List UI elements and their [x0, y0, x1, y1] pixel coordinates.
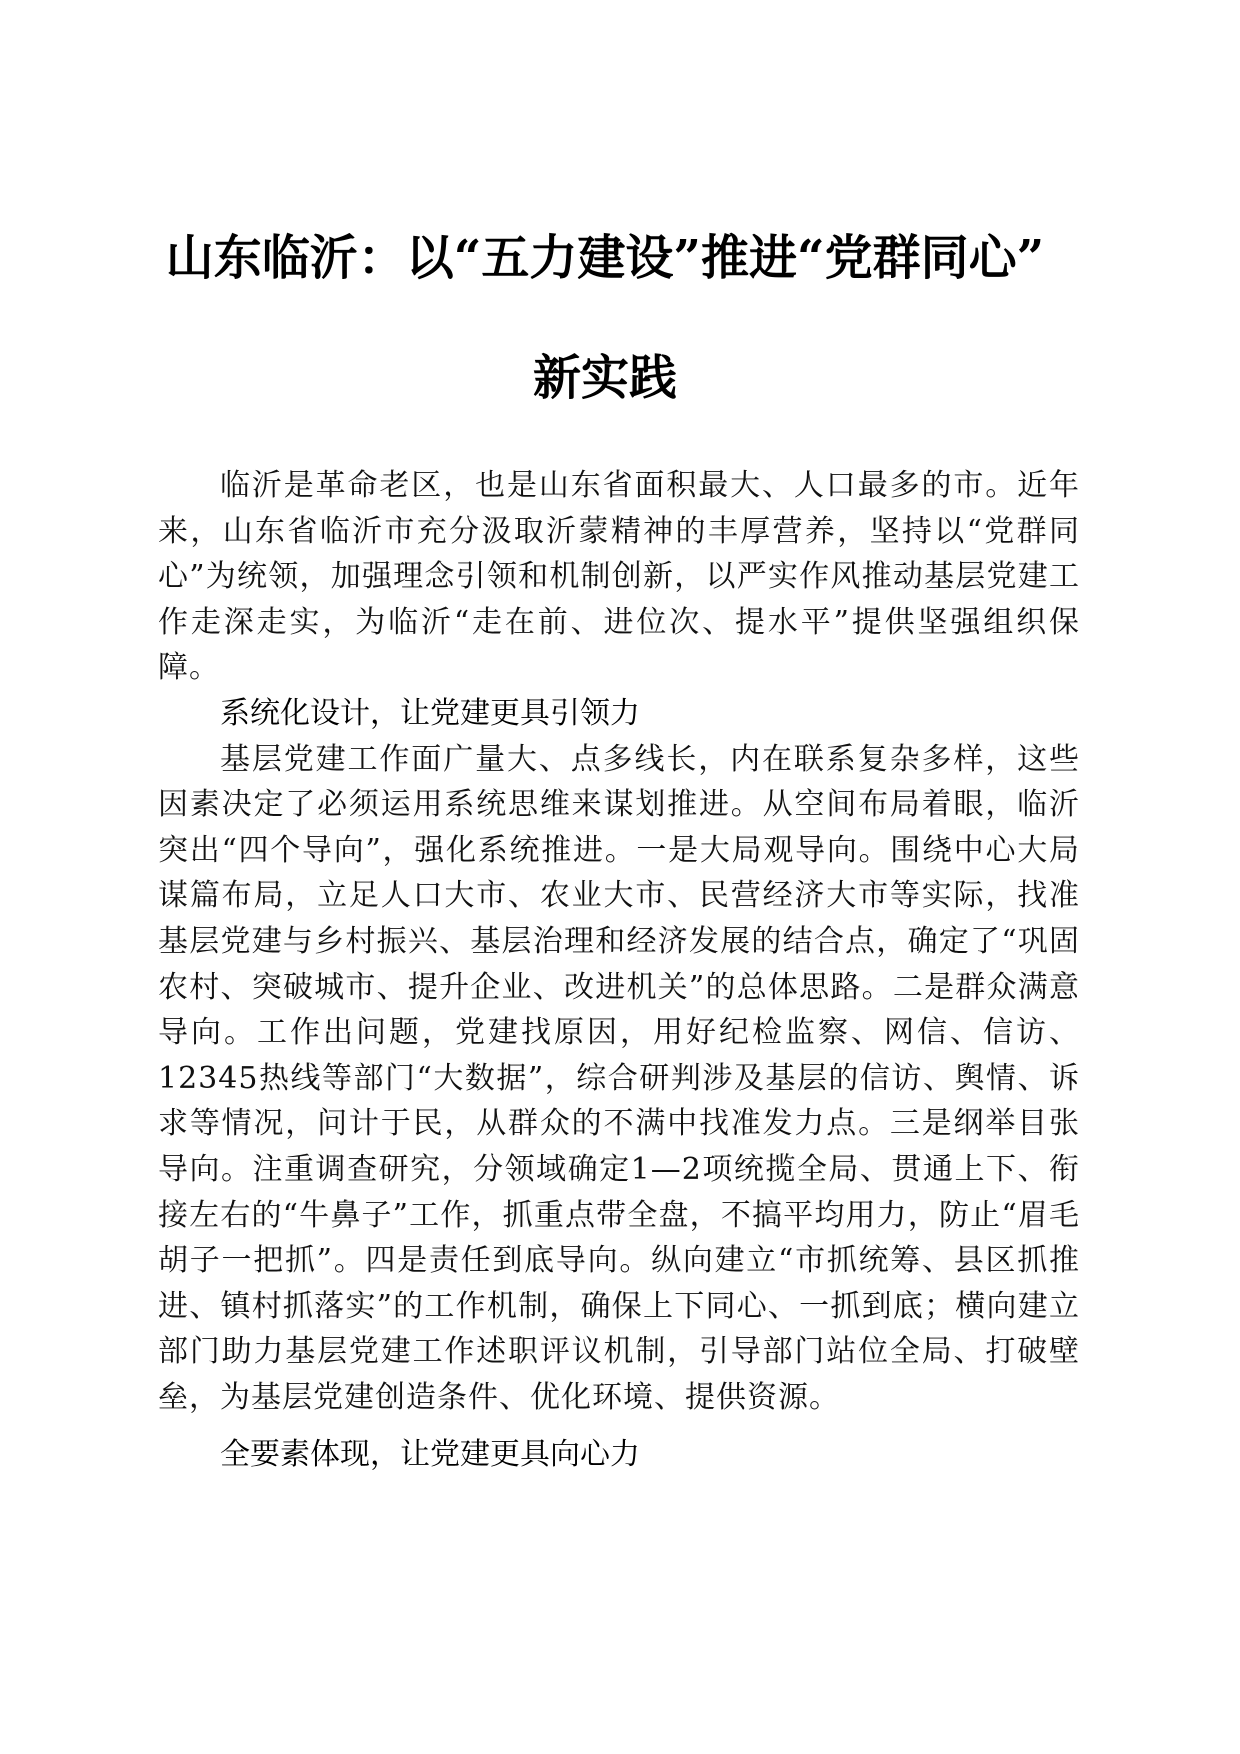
document-body — [158, 463, 1080, 1478]
section-heading-2: 全要素体现，让党建更具向心力 — [220, 1437, 640, 1473]
intro-paragraph: 临沂是革命老区，也是山东省面积最大、人口最多的市。近年来，山东省临沂市充分汲取沂蒙精神的丰厚营养，坚持以“党群同心”为统领，加强理念引领和机制创新，以严实作风推动基层党建工作走深走实，为临沂“走在前、进位次、提水平”提供坚强组织保障。 — [158, 468, 1080, 686]
section-heading-1: 系统化设计，让党建更具引领力 — [220, 695, 640, 731]
document-title-line-1: 山东临沂：以“五力建设”推进“党群同心” — [165, 230, 1045, 286]
section-1-paragraph: 基层党建工作面广量大、点多线长，内在联系复杂多样，这些因素决定了必须运用系统思维来谋划推进。从空间布局着眼，临沂突出“四个导向”，强化系统推进。一是大局观导向。围绕中心大局谋篇布局，立足人口大市、农业大市、民营经济大市等实际，找准基层党建与乡村振兴、基层治理和经济发展的结合点，确定了“巩固农村、突破城市、提升企业、改进机关”的总体思路。二是群众满意导向。工作出问题，党建找原因，用好纪检监察、网信、信访、12345热线等部门“大数据”，综合研判涉及基层的信访、舆情、诉求等情况，问计于民，从群众的不满中找准发力点。三是纲举目张导向。注重调查研究，分领域确定1—2项统揽全局、贯通上下、衔接左右的“牛鼻子”工作，抓重点带全盘，不搞平均用力，防止“眉毛胡子一把抓”。四是责任到底导向。纵向建立“市抓统筹、县区抓推进、镇村抓落实”的工作机制，确保上下同心、一抓到底；横向建立部门助力基层党建工作述职评议机制，引导部门站位全局、打破壁垒，为基层党建创造条件、优化环境、提供资源。 — [158, 741, 1080, 1415]
document-title-line-2: 新实践 — [532, 350, 677, 406]
